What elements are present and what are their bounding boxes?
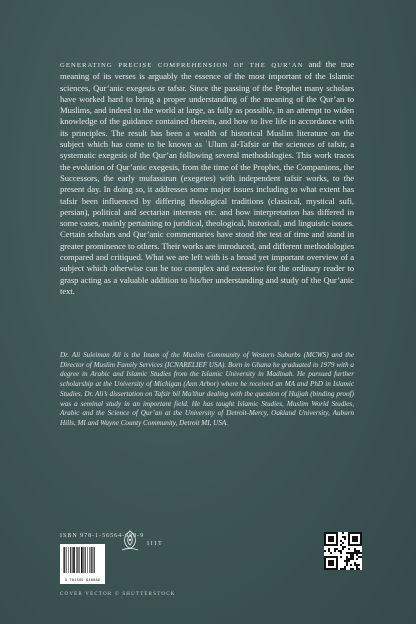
publisher-name: IIIT: [147, 540, 164, 547]
author-bio: Dr. Ali Suleiman Ali is the Imam of the Muslim Community of Western Suburbs (MCWS) and the Director of Muslim Family Services (ICNARELIEF USA). Born in Ghana he graduated in 1979 with a degree in Arabic and Islamic Studies from the Islamic University in Madinah. He pursued further scholarship at the University of Michigan (Ann Arbor) where he received an MA and PhD in Islamic Studies. Dr. Ali’s dissertation on Tafsir bil Ma’thur dealing with the question of Hujjah (binding proof) was a seminal study in an important field. He has taught Islamic Studies, Muslim World Studies, Arabic and the Science of Qur’an at the University of Detroit-Mercy, Oakland University, Auburn Hills, MI and Wayne County Community, Detroit MI, USA.: [60, 351, 354, 427]
cover-credit: COVER VECTOR © SHUTTERSTOCK: [60, 592, 176, 597]
barcode-bars-icon: [60, 544, 105, 578]
blurb-text: and the true meaning of its verses is arguably the essence of the most important of the Islamic sciences, Qur’anic exegesis or tafsir. Since the passing of the Prophet many scholars have worked hard to bring a proper understanding of the meaning of the Qur’an to Muslims, and indeed to the world at large, as fully as possible, in an attempt to widen knowledge of the guidance contained therein, and how to live life in accordance with its principles. The result has been a wealth of historical Muslim literature on the subject which has come to be known as ʿUlum al-Tafsir or the sciences of tafsir, a systematic exegesis of the Qur’an following several methodologies. This work traces the evolution of Qur’anic exegesis, from the time of the Prophet, the Companions, the Successors, the early mufassirun (exegetes) with independent tafsir works, to the present day. In doing so, it addresses some major issues including to what extent has tafsir been influenced by differing theological traditions (classical, mystical sufi, persian), political and sectarian interests etc. and how interpretation has differed in some cases, mainly pertaining to juridical, theological, historical, and linguistic issues. Certain scholars and Qur’anic commentaries have stood the test of time and stand in greater prominence to others. Their works are introduced, and different methodologies compared and critiqued. What we are left with is a broad yet important overview of a subject which otherwise can be too complex and extensive for the ordinary reader to grasp acting as a valuable addition to his/her understanding and study of the Qur’anic text.: [60, 59, 354, 296]
publisher-emblem-icon: [118, 528, 142, 554]
isbn-label: ISBN 978-1-56564-688-9: [60, 533, 145, 539]
blurb-lead-in: GENERATING PRECISE COMPREHENSION OF THE QUR’AN: [60, 62, 304, 69]
barcode-number: 9 781565 646889: [64, 579, 101, 583]
barcode: [60, 544, 105, 584]
book-blurb: [60, 59, 354, 297]
qr-code-icon: [324, 532, 362, 570]
qr-code: [324, 532, 362, 570]
